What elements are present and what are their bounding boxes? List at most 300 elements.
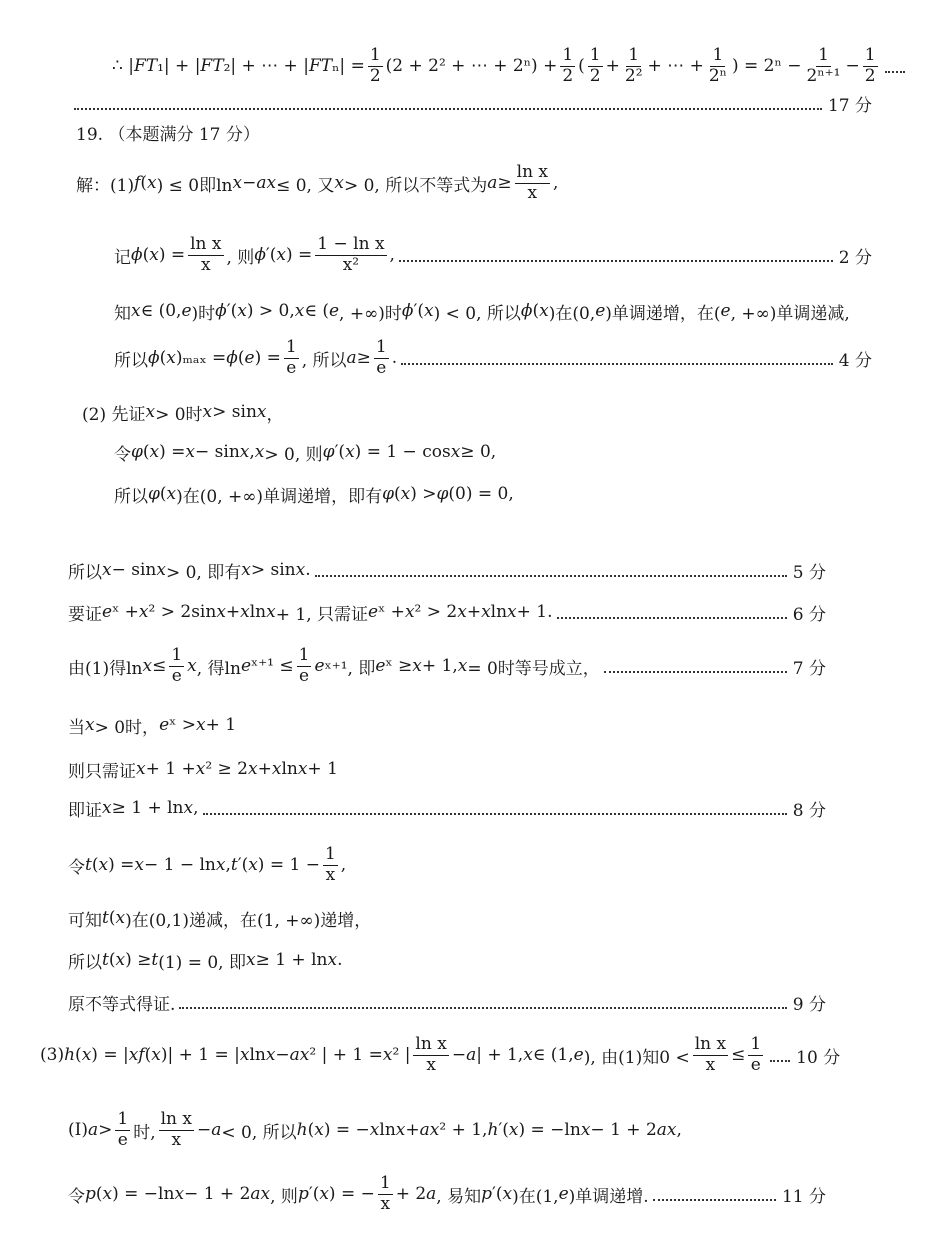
text-run: ² > 2 (414, 602, 458, 622)
math-variable: ax (289, 1045, 310, 1065)
fraction (560, 44, 575, 86)
fraction-numerator: 1 (324, 843, 336, 864)
fraction-numerator: ln x (694, 1033, 727, 1054)
fraction-numerator: 1 (171, 644, 183, 665)
solution-line (0, 438, 933, 466)
math-variable: x (232, 173, 243, 193)
math-variable: x (183, 798, 194, 818)
text-run: , (389, 245, 395, 265)
text-run: − (275, 1045, 290, 1065)
math-variable: x (81, 1045, 92, 1065)
math-variable: x (187, 656, 197, 676)
text-run: ln (249, 602, 267, 622)
text-run: ) = − (328, 1184, 375, 1204)
dot-leader (604, 671, 787, 673)
fraction (315, 233, 386, 275)
line-content (114, 299, 850, 324)
line-content (76, 161, 559, 203)
text-run: + (225, 602, 241, 622)
text-run: 知 (114, 303, 131, 324)
fraction-denominator: e (286, 357, 297, 378)
text-run: , (225, 855, 231, 875)
math-variable: x (145, 402, 156, 422)
text-run: ( (393, 484, 401, 504)
text-run: − 1 + 2 (590, 1120, 657, 1140)
solution-line (0, 1103, 933, 1157)
math-variable: x (507, 602, 517, 622)
text-run: + (466, 602, 482, 622)
text-run: , +∞)单调递减, (730, 303, 850, 324)
math-variable: x (265, 1045, 276, 1065)
fraction (413, 1033, 448, 1075)
fraction-numerator: 1 − ln x (317, 233, 385, 254)
fraction-denominator: x (325, 864, 336, 885)
fraction-denominator: e (299, 665, 310, 686)
fraction-denominator: 2 (562, 65, 574, 86)
text-run: + ⋯ + (647, 56, 704, 76)
fraction-numerator: 1 (589, 44, 601, 65)
math-variable: p (297, 1184, 309, 1204)
text-run: ) = −ln (518, 1120, 581, 1140)
math-variable: e (314, 656, 325, 676)
math-variable: x (248, 855, 258, 875)
line-content (68, 906, 371, 931)
text-run: > sin (250, 560, 296, 580)
math-variable: FT (200, 56, 224, 76)
dot-leader (885, 71, 905, 73)
math-variable: e (573, 1045, 584, 1065)
text-run: ln (249, 1045, 266, 1065)
math-variable: x (266, 602, 276, 622)
math-variable: e (181, 301, 192, 321)
text-run: 所以 (114, 350, 148, 371)
math-variable: x (457, 656, 468, 676)
fraction (515, 161, 550, 203)
math-variable: x (508, 1120, 519, 1140)
math-variable: x (216, 602, 226, 622)
dot-leader (74, 108, 822, 110)
fraction-denominator: e (376, 357, 387, 378)
fraction-denominator: x (171, 1129, 182, 1150)
text-run: ∈ (1, (532, 1045, 574, 1065)
text-run: ′( (334, 442, 346, 462)
fraction-numerator: 1 (379, 1172, 391, 1193)
text-run: > (98, 1120, 113, 1140)
text-run: ≥ 0, (460, 442, 497, 462)
fraction (623, 44, 645, 86)
fraction (284, 336, 299, 378)
math-variable: f (134, 173, 141, 193)
fraction-denominator: x (201, 254, 211, 275)
text-run: ˣ⁺¹, 即 (324, 658, 376, 679)
line-content (68, 1108, 682, 1150)
text-run: ), 由(1)知0 < (583, 1047, 690, 1068)
text-run: )单调递增. (568, 1186, 649, 1207)
text-run: + 1, 只需证 (275, 604, 369, 625)
math-variable: x (156, 560, 166, 580)
text-run: ∈ ( (304, 301, 329, 321)
math-variable: x (136, 759, 146, 779)
math-variable: x (400, 484, 411, 504)
text-run: + 1. (516, 602, 553, 622)
math-variable: h (64, 1045, 76, 1065)
math-variable: x (327, 950, 338, 970)
line-content (68, 843, 347, 885)
fraction-numerator: ln x (160, 1108, 192, 1129)
text-run: (2 + 2² + ⋯ + 2ⁿ) + (385, 56, 558, 76)
text-run: ≥ 1 + ln (255, 950, 328, 970)
line-content (68, 990, 175, 1015)
math-variable: h (487, 1120, 499, 1140)
math-variable: x (539, 301, 549, 321)
solution-line (0, 92, 933, 114)
math-variable: x (85, 715, 95, 735)
text-run: )在(0, (548, 303, 596, 324)
text-run: ( (91, 855, 99, 875)
dot-leader (203, 813, 787, 815)
math-variable: a (211, 1120, 222, 1140)
text-run: ˣ + (112, 602, 139, 622)
text-run: ln (490, 602, 508, 622)
math-variable: ϕ (254, 245, 266, 265)
fraction-numerator: ln x (516, 161, 549, 182)
score-label: 6 分 (792, 604, 826, 625)
text-run: ˣ⁺¹ ≤ (251, 656, 294, 676)
math-variable: t (102, 950, 109, 970)
math-variable: φ (131, 442, 143, 462)
fraction-denominator: x (527, 182, 538, 203)
math-variable: x (149, 245, 159, 265)
text-run: ) < 0, 所以 (433, 303, 521, 324)
dot-leader (399, 260, 833, 262)
math-variable: t (85, 855, 92, 875)
math-variable: x (166, 348, 176, 368)
math-variable: x (98, 855, 109, 875)
text-run: > 0, 所以不等式为 (343, 175, 488, 196)
text-run: , 易知 (436, 1186, 482, 1207)
math-variable: ϕ (520, 301, 533, 321)
text-run: + 2 (395, 1184, 427, 1204)
math-variable: xf (128, 1045, 145, 1065)
math-variable: x (369, 1120, 380, 1140)
math-variable: x (457, 602, 467, 622)
fraction-numerator: 1 (375, 336, 387, 357)
text-run: 记 (114, 247, 131, 268)
fraction (588, 44, 603, 86)
line-content (114, 482, 514, 507)
text-run: ( (307, 1120, 315, 1140)
fraction-denominator: 2 (864, 65, 876, 86)
text-run: ′( (308, 1184, 320, 1204)
score-label: 5 分 (792, 562, 826, 583)
text-run: , +∞)时 (339, 303, 402, 324)
text-run: . (305, 560, 311, 580)
fraction-numerator: 1 (864, 44, 876, 65)
text-run: ln (379, 1120, 396, 1140)
text-run: )单调递增，在( (605, 303, 721, 324)
text-run: ′( (265, 245, 277, 265)
math-variable: a (487, 173, 498, 193)
fraction-denominator: x (380, 1193, 391, 1214)
text-run: > 0, 即有 (165, 562, 242, 583)
text-run: ′( (492, 1184, 503, 1204)
math-variable: p (481, 1184, 492, 1204)
solution-line (0, 40, 933, 92)
text-run: − (197, 1120, 212, 1140)
text-run: , 则 (226, 247, 255, 268)
math-variable: x (149, 442, 160, 462)
fraction-denominator: x (705, 1054, 716, 1075)
fraction-numerator: 1 (750, 1033, 762, 1054)
score-label: 4 分 (838, 350, 872, 371)
text-run: − sin (195, 442, 240, 462)
fraction (159, 1108, 194, 1150)
text-run: + 1 (307, 759, 338, 779)
text-run: ( (144, 1045, 152, 1065)
fraction (805, 44, 843, 86)
math-variable: e (368, 602, 379, 622)
math-variable: x (134, 855, 144, 875)
text-run: 所以 (114, 486, 148, 507)
solution-line (0, 946, 933, 974)
text-run: ) = 2ⁿ − (731, 56, 802, 76)
fraction-denominator: e (750, 1054, 761, 1075)
math-variable: x (245, 950, 256, 970)
text-run: ² + 1, (439, 1120, 488, 1140)
text-run: 所以 (68, 952, 102, 973)
solution-line (0, 480, 933, 508)
fraction-denominator: e (117, 1129, 128, 1150)
text-run: ) = −ln (112, 1184, 175, 1204)
math-variable: x (239, 1045, 250, 1065)
text-run: ≥ (356, 348, 371, 368)
fraction-numerator: 1 (285, 336, 297, 357)
text-run: − (242, 173, 257, 193)
math-variable: x (502, 1184, 513, 1204)
solution-line (0, 228, 933, 282)
math-variable: x (271, 759, 282, 779)
text-run: ( (237, 348, 245, 368)
math-variable: e (240, 656, 251, 676)
line-content (112, 44, 881, 86)
solution-line (0, 297, 933, 325)
text-run: + (605, 56, 620, 76)
math-variable: a (87, 1120, 99, 1140)
solution-line (0, 904, 933, 932)
text-run: ) > 0, (246, 301, 295, 321)
fraction (863, 44, 878, 86)
math-variable: x (276, 245, 286, 265)
text-run: 可知 (68, 910, 102, 931)
math-variable: x (237, 301, 247, 321)
math-variable: e (102, 602, 113, 622)
text-run: (3) (40, 1045, 65, 1065)
line-content (68, 1172, 649, 1214)
text-run: − sin (111, 560, 157, 580)
text-run: (2) 先证 (82, 404, 146, 425)
text-run: (1) = 0, 即 (158, 952, 246, 973)
text-run: ≤ 0, 又 (276, 175, 335, 196)
score-label: 2 分 (838, 247, 872, 268)
text-run: , 则 (270, 1186, 298, 1207)
math-variable: p (85, 1184, 96, 1204)
text-run: − 1 − ln (143, 855, 216, 875)
text-run: ) = (108, 855, 135, 875)
text-run: + 1, (421, 656, 458, 676)
text-run: ( (75, 1045, 82, 1065)
fraction-denominator: x (426, 1054, 436, 1075)
math-variable: x (423, 301, 434, 321)
math-variable: x (297, 759, 308, 779)
math-variable: x (151, 1045, 161, 1065)
text-run: )ₘₐₓ = (175, 348, 227, 368)
text-run: )时 (191, 303, 216, 324)
text-run: ( (578, 56, 585, 76)
text-run: + 1 + (145, 759, 196, 779)
solution-line (0, 988, 933, 1016)
math-variable: x (256, 402, 267, 422)
fraction-numerator: 1 (712, 44, 724, 65)
math-variable: ϕ (401, 301, 414, 321)
score-label: 8 分 (792, 800, 826, 821)
text-run: ) = − (323, 1120, 370, 1140)
math-variable: x (314, 1120, 324, 1140)
text-run: ( (108, 950, 116, 970)
math-variable: x (115, 908, 126, 928)
math-variable: ϕ (226, 348, 238, 368)
math-variable: φ (436, 484, 449, 504)
text-run: . (337, 950, 343, 970)
text-run: (0) = 0, (448, 484, 514, 504)
text-run: (I) (68, 1120, 88, 1140)
text-run: 当 (68, 717, 85, 738)
text-run: ) = (159, 442, 186, 462)
fraction (169, 644, 184, 686)
math-variable: x (131, 301, 141, 321)
line-content (68, 948, 342, 973)
text-run: ˣ > (169, 715, 196, 735)
math-variable: h (296, 1120, 308, 1140)
math-variable: t (151, 950, 159, 970)
math-variable: x (295, 560, 306, 580)
math-variable: t (230, 855, 238, 875)
text-run: , 得ln (196, 658, 241, 679)
math-variable: ax (656, 1120, 677, 1140)
score-label: 10 分 (796, 1047, 841, 1068)
math-variable: ax (256, 173, 277, 193)
score-label: 9 分 (792, 994, 826, 1015)
solution-line (0, 838, 933, 892)
fraction (323, 843, 338, 885)
score-label: 11 分 (781, 1186, 826, 1207)
math-variable: x (334, 173, 344, 193)
line-content (68, 644, 600, 686)
fraction (693, 1033, 728, 1075)
text-run: ² | (392, 1045, 411, 1065)
math-variable: ϕ (148, 348, 160, 368)
fraction-denominator: 2 (369, 65, 381, 86)
line-content (82, 400, 284, 425)
score-label: 17 分 (827, 95, 872, 116)
text-run: ， (266, 404, 284, 425)
text-run: ₁| + | (157, 56, 201, 76)
math-variable: x (138, 602, 149, 622)
math-variable: x (580, 1120, 591, 1140)
text-run: | + 1, (476, 1045, 524, 1065)
math-variable: x (382, 1045, 393, 1065)
text-run: > sin (212, 402, 257, 422)
math-variable: x (248, 759, 258, 779)
text-run: , (249, 442, 255, 462)
math-variable: x (147, 173, 157, 193)
text-run: ) ≥ (125, 950, 152, 970)
text-run: ) = 1 − (257, 855, 320, 875)
math-variable: φ (322, 442, 335, 462)
fraction (188, 233, 223, 275)
fraction-numerator: 1 (298, 644, 310, 665)
solution-line (0, 333, 933, 383)
fraction-denominator: 2² (624, 65, 643, 86)
math-variable: e (328, 301, 340, 321)
fraction (368, 44, 383, 86)
math-variable: ϕ (215, 301, 227, 321)
text-run: )在(0,1)递减，在(1, +∞)递增， (125, 910, 372, 931)
math-variable: ax (250, 1184, 271, 1204)
text-run: ′( (413, 301, 424, 321)
dot-leader (179, 1007, 786, 1009)
text-run: ² ≥ 2 (205, 759, 248, 779)
text-run: 时, (133, 1122, 156, 1143)
text-run: 要证 (68, 604, 102, 625)
text-run: − (451, 1045, 467, 1065)
text-run: 19. （本题满分 17 分） (76, 124, 260, 145)
line-content (68, 713, 236, 738)
fraction-denominator: 2ⁿ (708, 65, 727, 86)
text-run: ² | + 1 = (309, 1045, 383, 1065)
text-run: ( (142, 442, 150, 462)
line-content (68, 757, 338, 782)
text-run: ₙ| = (332, 56, 365, 76)
solution-line (0, 598, 933, 626)
math-variable: x (185, 442, 196, 462)
text-run: − (845, 56, 860, 76)
math-variable: FT (308, 56, 333, 76)
text-run: , (193, 798, 199, 818)
fraction-numerator: 1 (562, 44, 574, 65)
fraction (378, 1172, 393, 1214)
dot-leader (770, 1060, 790, 1062)
fraction-denominator: 2 (589, 65, 601, 86)
fraction-denominator: x² (342, 254, 360, 275)
text-run: ′( (498, 1120, 509, 1140)
text-run: ∈ (0, (140, 301, 182, 321)
math-variable: a (466, 1045, 477, 1065)
text-run: ≤ (731, 1045, 746, 1065)
solution-line (0, 794, 933, 822)
dot-leader (653, 1199, 776, 1201)
math-variable: e (595, 301, 606, 321)
math-variable: x (240, 602, 250, 622)
text-run: > 0时 (155, 404, 203, 425)
text-run: ≥ (497, 173, 512, 193)
fraction (297, 644, 312, 686)
math-variable: ax (419, 1120, 440, 1140)
math-variable: x (166, 484, 177, 504)
text-run: ˣ ≥ (385, 656, 413, 676)
math-variable: ϕ (131, 245, 143, 265)
solution-line (0, 398, 933, 426)
math-variable: x (481, 602, 491, 622)
